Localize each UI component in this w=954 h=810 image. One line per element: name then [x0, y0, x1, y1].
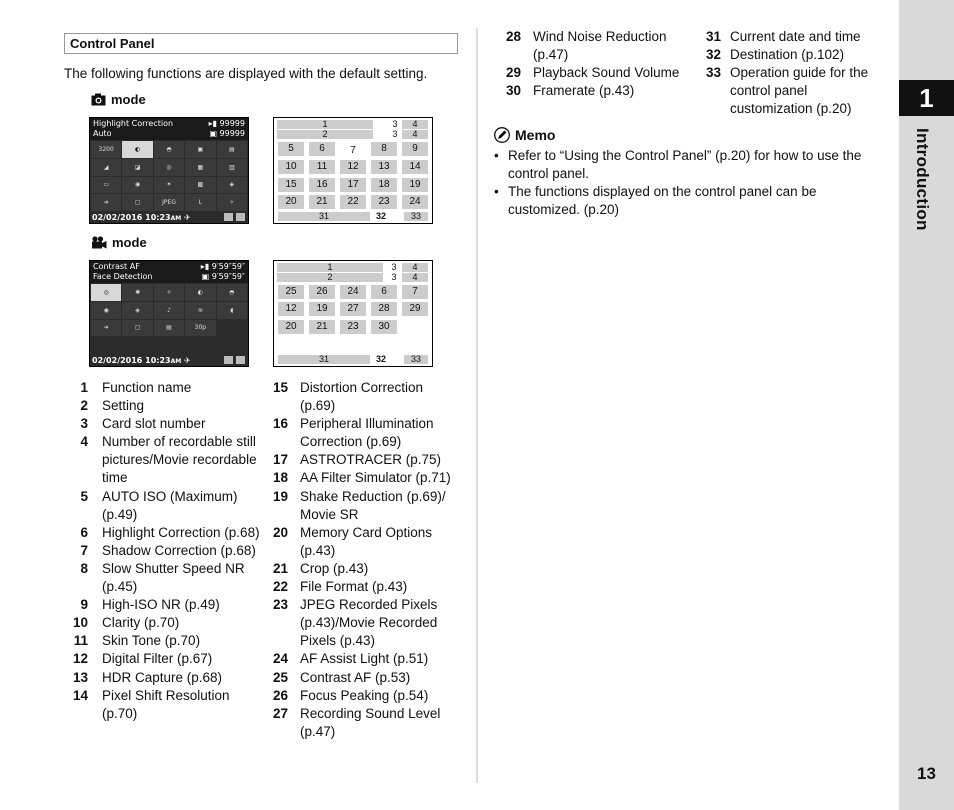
diag-num: 21 [309, 320, 335, 334]
still-mode-text: mode [111, 92, 146, 107]
chapter-number: 1 [899, 80, 954, 116]
diag-num: 18 [371, 178, 397, 192]
diag-num: 23 [340, 320, 366, 334]
legend-text: Focus Peaking (p.54) [300, 687, 429, 703]
movie-pixels-cell: ▤ [154, 320, 184, 337]
legend-number: 1 [80, 380, 88, 395]
diag-bar-4b: 4 [402, 273, 428, 282]
legend-number: 10 [72, 615, 88, 631]
legend-item [64, 687, 264, 723]
slow-shutter-nr-cell: ▣ [185, 141, 215, 158]
movie-mode-text: mode [112, 235, 147, 250]
legend-text: Current date and time [730, 29, 861, 44]
legend-number: 3 [80, 416, 88, 432]
diag-num: 5 [278, 142, 304, 156]
contrast-af-cell: ◎ [91, 284, 121, 301]
legend-number: 7 [80, 542, 88, 558]
auto-iso-cell: 3200 [91, 141, 121, 158]
legend-number: 2 [80, 398, 88, 414]
jpeg-pixels-cell: L [185, 194, 215, 211]
diag-num: 23 [371, 195, 397, 209]
legend-number: 29 [505, 65, 521, 81]
movie-camera-icon [91, 236, 107, 249]
legend-number: 33 [705, 65, 721, 81]
focus-peaking-cell: ✺ [122, 284, 152, 301]
setting-value: Auto [93, 129, 112, 138]
legend-text: Number of recordable still pictures/Movie recordable time [102, 434, 257, 486]
skin-tone-cell: ◪ [122, 159, 152, 176]
legend-item [262, 650, 462, 668]
diag-num: 7 [340, 144, 366, 158]
footer-icons [224, 356, 245, 364]
memo-bullet-text: The functions displayed on the control panel can be customized. (p.20) [508, 184, 817, 218]
chapter-title: Introduction [913, 128, 932, 231]
diag-num: 21 [309, 195, 335, 209]
af-assist-cell: ✧ [217, 194, 247, 211]
still-control-panel-screen [89, 117, 249, 224]
legend-number: 18 [272, 470, 288, 486]
diag-num: 15 [278, 178, 304, 192]
legend-item [262, 524, 462, 560]
diag-bar-1: 1 [277, 263, 383, 272]
legend-item [262, 705, 462, 741]
legend-item [64, 433, 264, 487]
legend-number: 32 [705, 47, 721, 63]
legend-number: 20 [272, 524, 288, 540]
function-name: Contrast AF [93, 262, 140, 271]
movie-mode-label [91, 235, 147, 250]
legend-list-right-2 [694, 28, 884, 118]
legend-number: 17 [272, 452, 288, 468]
legend-item [494, 28, 694, 64]
shadow-correction-cell: ◓ [217, 284, 247, 301]
diag-num: 24 [340, 285, 366, 299]
diag-bar-3a: 3 [389, 120, 401, 129]
crop-cell: ▢ [122, 320, 152, 337]
recordable-time-1: ▸▮ 9′59″59″ [200, 262, 245, 271]
digital-filter-cell: ◉ [91, 302, 121, 319]
legend-item [64, 669, 264, 687]
legend-item [262, 379, 462, 415]
legend-number: 28 [505, 29, 521, 44]
empty-cell [217, 337, 247, 354]
legend-list-right-1 [494, 28, 694, 100]
legend-number: 31 [705, 29, 721, 44]
legend-text: Wind Noise Reduction (p.47) [533, 29, 667, 63]
legend-item [64, 614, 264, 632]
shake-reduction-cell: ◈ [217, 177, 247, 194]
ampm-text: AM [170, 358, 182, 365]
aa-filter-cell: ▩ [185, 177, 215, 194]
diag-num: 9 [402, 142, 428, 156]
legend-item [64, 650, 264, 668]
playback-volume-cell: ◖ [217, 302, 247, 319]
crop-cell: ▢ [122, 194, 152, 211]
legend-item [64, 560, 264, 596]
legend-list-left [64, 379, 264, 723]
legend-text: Memory Card Options (p.43) [300, 524, 433, 558]
legend-text: Recording Sound Level (p.47) [300, 705, 441, 739]
datetime-text: 02/02/2016 10:23 [92, 356, 171, 365]
legend-number: 4 [80, 434, 88, 450]
movie-number-diagram [273, 260, 433, 367]
function-name: Highlight Correction [93, 119, 174, 128]
legend-item [494, 64, 694, 82]
legend-text: Operation guide for the control panel customization (p.20) [730, 65, 869, 117]
diag-num: 20 [278, 195, 304, 209]
legend-text: Shake Reduction (p.69)/ Movie SR [300, 488, 446, 522]
legend-text: Skin Tone (p.70) [102, 633, 201, 649]
legend-text: File Format (p.43) [300, 579, 408, 595]
legend-text: AA Filter Simulator (p.71) [300, 470, 451, 486]
diag-bar-33: 33 [404, 355, 428, 364]
legend-text: Setting [102, 398, 145, 414]
legend-text: AUTO ISO (Maximum) (p.49) [102, 488, 238, 522]
diag-bar-4a: 4 [402, 263, 428, 272]
diag-num: 19 [309, 302, 335, 316]
astrotracer-cell: ✶ [154, 177, 184, 194]
diag-bar-3b: 3 [389, 130, 401, 139]
empty-cell [91, 337, 121, 354]
file-format-cell: JPEG [154, 194, 184, 211]
legend-item [64, 632, 264, 650]
clarity-cell: ◢ [91, 159, 121, 176]
legend-text: Crop (p.43) [300, 560, 369, 576]
highlight-correction-cell: ◐ [122, 141, 152, 158]
legend-number: 16 [272, 416, 288, 432]
legend-item [262, 451, 462, 469]
diag-num: 6 [371, 285, 397, 299]
legend-number: 9 [80, 597, 88, 613]
diag-bar-4a: 4 [402, 120, 428, 129]
ampm-text: AM [170, 215, 182, 222]
legend-list-middle [262, 379, 462, 741]
legend-number: 24 [272, 651, 288, 667]
diag-num: 6 [309, 142, 335, 156]
legend-number: 27 [272, 705, 288, 721]
legend-item [262, 469, 462, 487]
movie-control-panel-screen [89, 260, 249, 367]
screen-datetime: 02/02/2016 10:23AM ✈ [92, 356, 191, 365]
legend-text: AF Assist Light (p.51) [300, 651, 429, 667]
memo-heading [494, 127, 555, 143]
diag-num: 26 [309, 285, 335, 299]
diag-bar-31: 31 [278, 212, 370, 221]
legend-number: 8 [80, 560, 88, 576]
guide-icon [236, 213, 245, 221]
diag-bar-33: 33 [404, 212, 428, 221]
legend-item [64, 524, 264, 542]
diag-bar-31: 31 [278, 355, 370, 364]
chapter-side-tab [899, 0, 954, 810]
legend-item [694, 64, 884, 118]
legend-text: Peripheral Illumination Correction (p.69) [300, 416, 434, 450]
legend-number: 5 [80, 488, 88, 504]
guide-icon [236, 356, 245, 364]
empty-cell [217, 320, 247, 337]
diag-num: 27 [340, 302, 366, 316]
memory-card-options-cell: ➔ [91, 194, 121, 211]
diag-bar-1: 1 [277, 120, 373, 129]
legend-number: 26 [272, 687, 288, 703]
function-grid [91, 284, 247, 354]
setting-value: Face Detection [93, 272, 153, 281]
diag-bar-32: 32 [375, 354, 386, 364]
memo-pencil-icon [494, 127, 510, 143]
memory-card-options-cell: ➔ [91, 320, 121, 337]
diag-bar-2: 2 [277, 273, 383, 282]
wind-noise-cell: ≋ [185, 302, 215, 319]
legend-item [262, 687, 462, 705]
legend-item [64, 542, 264, 560]
camera-icon [91, 93, 106, 106]
diag-num: 16 [309, 178, 335, 192]
diag-num: 22 [340, 195, 366, 209]
legend-text: Card slot number [102, 416, 206, 432]
legend-text: Framerate (p.43) [533, 83, 635, 99]
legend-item [64, 397, 264, 415]
digital-filter-cell: ◎ [154, 159, 184, 176]
legend-item [694, 46, 884, 64]
section-title: Control Panel [64, 33, 458, 54]
diag-bar-32: 32 [375, 211, 386, 221]
diag-num: 14 [402, 160, 428, 174]
diag-num: 28 [371, 302, 397, 316]
legend-item [64, 596, 264, 614]
memo-title: Memo [515, 127, 556, 143]
legend-text: Playback Sound Volume [533, 65, 680, 81]
legend-text: ASTROTRACER (p.75) [300, 452, 442, 468]
diag-num: 8 [371, 142, 397, 156]
hdr-capture-cell: ▦ [185, 159, 215, 176]
diag-bar-3b: 3 [388, 273, 400, 282]
legend-text: Clarity (p.70) [102, 615, 180, 631]
recordable-time-2: ▣ 9′59″59″ [201, 272, 245, 281]
framerate-cell: 30p [185, 320, 215, 337]
diag-bar-4b: 4 [402, 130, 428, 139]
bullet-dot: • [494, 148, 499, 163]
diag-num: 12 [340, 160, 366, 174]
recordable-count-1: ▸▮ 99999 [208, 119, 245, 128]
page-number: 13 [917, 764, 936, 783]
bullet-dot: • [494, 184, 499, 200]
legend-item [262, 415, 462, 451]
diag-num: 12 [278, 302, 304, 316]
legend-text: High-ISO NR (p.49) [102, 597, 220, 613]
legend-text: Distortion Correction (p.69) [300, 380, 424, 414]
legend-number: 30 [505, 83, 521, 99]
diag-num: 30 [371, 320, 397, 334]
intro-text: The following functions are displayed with the default setting. [64, 66, 428, 81]
legend-item [64, 379, 264, 397]
legend-text: Slow Shutter Speed NR (p.45) [102, 560, 245, 595]
diag-num: 24 [402, 195, 428, 209]
legend-number: 13 [72, 669, 88, 685]
legend-text: Pixel Shift Resolution (p.70) [102, 687, 230, 721]
legend-item [64, 488, 264, 524]
still-number-diagram [273, 117, 433, 224]
still-mode-label [91, 92, 146, 107]
legend-text: Destination (p.102) [730, 47, 845, 63]
legend-text: Digital Filter (p.67) [102, 651, 213, 667]
legend-item [262, 596, 462, 650]
footer-icons [224, 213, 245, 221]
diag-num: 29 [402, 302, 428, 316]
function-grid [91, 141, 247, 211]
memo-bullet-text: Refer to “Using the Control Panel” (p.20) for how to use the control panel. [508, 148, 862, 182]
peripheral-illumination-cell: ◉ [122, 177, 152, 194]
legend-item [262, 560, 462, 578]
legend-item [694, 28, 884, 46]
legend-item [494, 82, 694, 100]
pixel-shift-cell: ▥ [217, 159, 247, 176]
legend-item [262, 488, 462, 524]
legend-item [262, 578, 462, 596]
legend-text: Shadow Correction (p.68) [102, 542, 256, 558]
legend-number: 12 [72, 651, 88, 667]
highlight-correction-cell: ◐ [185, 284, 215, 301]
legend-number: 22 [272, 579, 288, 595]
legend-number: 23 [272, 597, 288, 613]
column-divider [476, 28, 478, 783]
legend-number: 21 [272, 560, 288, 576]
diag-num: 7 [402, 285, 428, 299]
diag-bar-2: 2 [277, 130, 373, 139]
diag-num: 25 [278, 285, 304, 299]
empty-cell [154, 337, 184, 354]
legend-item [262, 669, 462, 687]
destination-icon [224, 213, 233, 221]
diag-num: 17 [340, 178, 366, 192]
recording-sound-level-cell: ♪ [154, 302, 184, 319]
legend-number: 15 [272, 380, 288, 395]
legend-text: HDR Capture (p.68) [102, 669, 223, 685]
memo-bullet [494, 183, 889, 219]
empty-cell [185, 337, 215, 354]
af-assist-cell: ✧ [154, 284, 184, 301]
destination-icon [224, 356, 233, 364]
legend-text: Function name [102, 380, 192, 395]
legend-number: 6 [80, 524, 88, 540]
memo-bullet [494, 147, 889, 183]
diag-num: 20 [278, 320, 304, 334]
diag-bar-3a: 3 [388, 263, 400, 272]
diag-num: 19 [402, 178, 428, 192]
high-iso-nr-cell: ▤ [217, 141, 247, 158]
legend-number: 11 [73, 633, 88, 649]
legend-number: 25 [272, 669, 288, 685]
legend-number: 19 [272, 488, 288, 504]
legend-text: JPEG Recorded Pixels (p.43)/Movie Recorded Pixels (p.43) [300, 597, 438, 649]
screen-datetime: 02/02/2016 10:23AM ✈ [92, 213, 191, 222]
diag-num: 13 [371, 160, 397, 174]
datetime-text: 02/02/2016 10:23 [92, 213, 171, 222]
movie-sr-cell: ◈ [122, 302, 152, 319]
diag-num: 10 [278, 160, 304, 174]
diag-num: 11 [309, 160, 335, 174]
recordable-count-2: ▣ 99999 [209, 129, 245, 138]
distortion-correction-cell: ▭ [91, 177, 121, 194]
legend-item [64, 415, 264, 433]
memo-bullets [494, 147, 889, 219]
legend-text: Contrast AF (p.53) [300, 669, 411, 685]
shadow-correction-cell: ◓ [154, 141, 184, 158]
legend-text: Highlight Correction (p.68) [102, 524, 260, 540]
legend-number: 14 [72, 687, 88, 703]
empty-cell [122, 337, 152, 354]
